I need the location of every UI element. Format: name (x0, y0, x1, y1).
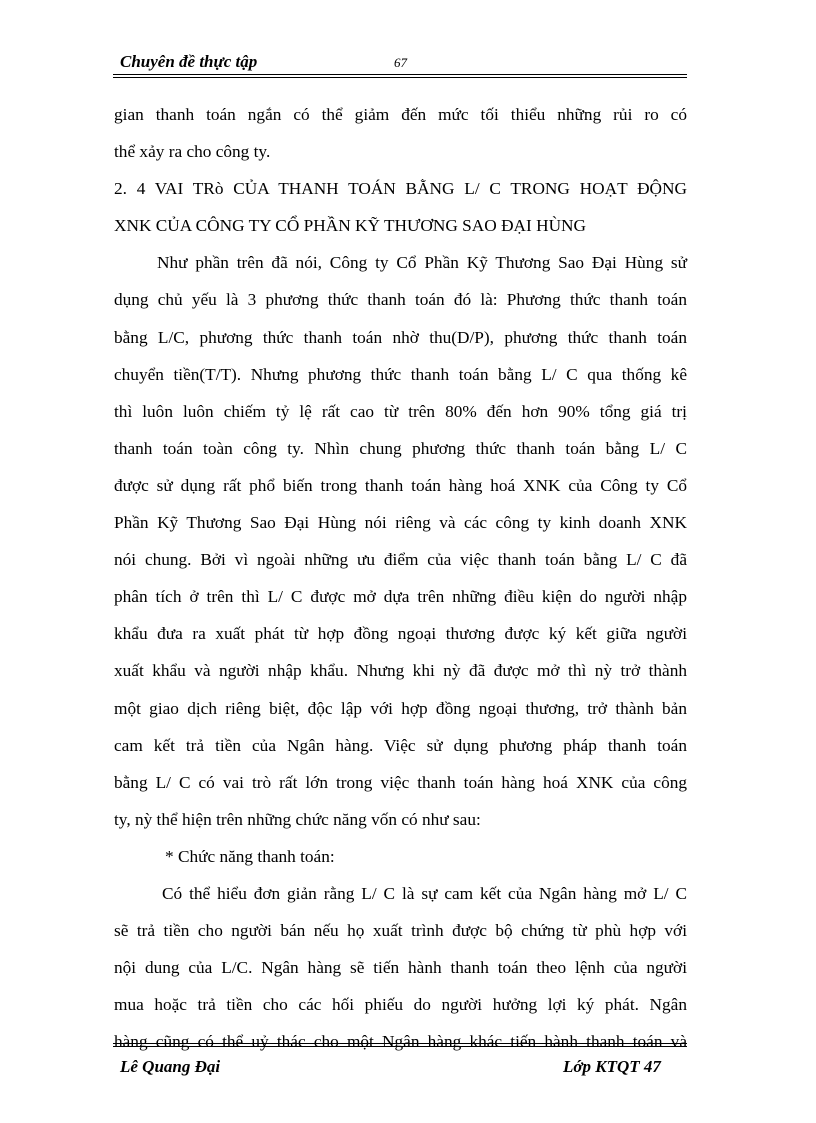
page-footer (113, 1043, 687, 1083)
text-line: thì luôn luôn chiếm tỷ lệ rất cao từ trên 80% đến hơn 90% tổng giá trị (114, 401, 687, 421)
text-line: nói chung. Bởi vì ngoài những ưu điểm của việc thanh toán bằng L/ C đã (114, 550, 687, 570)
text-line: Phần Kỹ Thương Sao Đại Hùng nói riêng và các công ty kinh doanh XNK (114, 513, 687, 533)
footer-rule (113, 1043, 687, 1047)
text-line: dụng chủ yếu là 3 phương thức thanh toán đó là: Phương thức thanh toán (114, 290, 687, 310)
page-number: 67 (394, 55, 407, 70)
text-line: hàng cũng có thể uỷ thác cho một Ngân hàng khác tiến hành thanh toán và (114, 1032, 687, 1052)
text-line: một giao dịch riêng biệt, độc lập với hợp đồng ngoại thương, trở thành bản (114, 698, 687, 718)
subheading: * Chức năng thanh toán: (165, 846, 335, 866)
text-line: bằng L/ C có vai trò rất lớn trong việc thanh toán hàng hoá XNK của công (114, 772, 687, 792)
document-body (114, 96, 687, 1060)
text-line: thanh toán toàn công ty. Nhìn chung phương thức thanh toán bằng L/ C (114, 438, 687, 458)
text-line: mua hoặc trả tiền cho các hối phiếu do người hưởng lợi ký phát. Ngân (114, 995, 687, 1015)
footer-author: Lê Quang Đại (120, 1057, 221, 1076)
text-line: Có thể hiểu đơn giản rằng L/ C là sự cam kết của Ngân hàng mở L/ C (162, 883, 687, 903)
footer-class: Lớp KTQT 47 (563, 1057, 661, 1076)
text-line: phân tích ở trên thì L/ C được mở dựa trên những điều kiện do người nhập (114, 587, 687, 607)
text-line: ty, nỳ thể hiện trên những chức năng vốn có như sau: (114, 809, 481, 829)
text-line: gian thanh toán ngắn có thể giảm đến mức tối thiểu những rủi ro có (114, 105, 687, 124)
text-line: chuyển tiền(T/T). Nhưng phương thức thanh toán bằng L/ C qua thống kê (114, 364, 687, 384)
page-header (113, 50, 687, 76)
header-title: Chuyên đề thực tập (120, 52, 258, 71)
text-line: bằng L/C, phương thức thanh toán nhờ thu(D/P), phương thức thanh toán (114, 327, 687, 347)
section-heading: 2. 4 VAI TRò CỦA THANH TOÁN BẰNG L/ C TRONG HOẠT ĐỘNG (114, 179, 687, 199)
text-line: nội dung của L/C. Ngân hàng sẽ tiến hành thanh toán theo lệnh của người (114, 958, 687, 978)
text-line: Như phần trên đã nói, Công ty Cổ Phần Kỹ Thương Sao Đại Hùng sử (157, 253, 687, 273)
text-line: xuất khẩu và người nhập khẩu. Nhưng khi nỳ đã được mở thì nỳ trở thành (114, 661, 687, 681)
text-line: sẽ trả tiền cho người bán nếu họ xuất trình được bộ chứng từ phù hợp với (114, 921, 687, 941)
text-line: thể xảy ra cho công ty. (114, 142, 271, 162)
section-heading: XNK CỦA CÔNG TY CỔ PHẦN KỸ THƯƠNG SAO ĐẠI HÙNG (114, 216, 587, 236)
text-line: khẩu đưa ra xuất phát từ hợp đồng ngoại thương được ký kết giữa người (114, 624, 687, 644)
text-line: cam kết trả tiền của Ngân hàng. Việc sử dụng phương pháp thanh toán (114, 735, 687, 755)
header-rule (113, 74, 687, 78)
text-line: được sử dụng rất phổ biến trong thanh toán hàng hoá XNK của Công ty Cổ (114, 475, 687, 495)
